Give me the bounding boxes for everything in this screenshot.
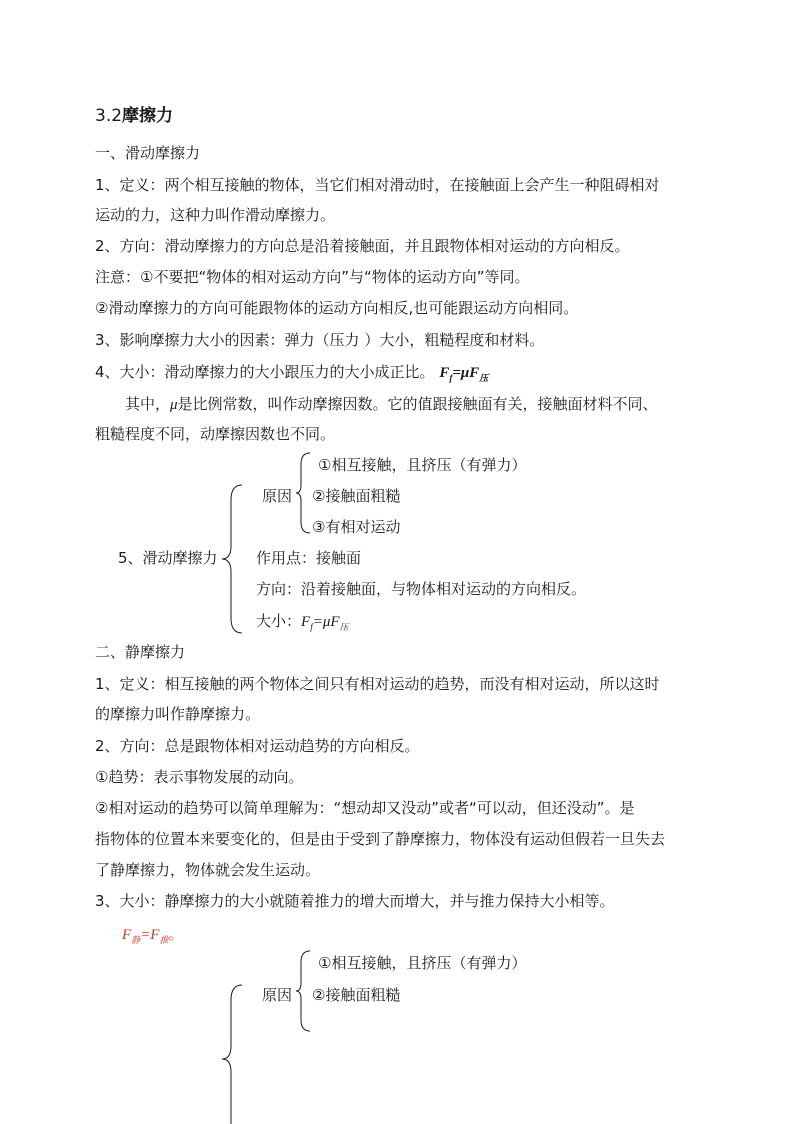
static-direction: 2、方向：总是跟物体相对运动趋势的方向相反。 [95,737,420,755]
cause-brace-1 [296,452,312,534]
cause2-item1: ①相互接触，且挤压（有弹力） [318,954,527,972]
section1-heading: 一、滑动摩擦力 [95,144,201,162]
mu-explanation-line1: 其中，μ是比例常数，叫作动摩擦因数。它的值跟接触面有关，接触面材料不同、 [125,395,658,413]
cause1-item1: ①相互接触，且挤压（有弹力） [318,456,527,474]
summary-brace-1 [222,484,244,634]
sliding-size [95,362,488,388]
section2-heading: 二、静摩擦力 [95,643,186,661]
mu-explanation-line2: 粗糙程度不同，动摩擦因数也不同。 [95,425,336,443]
sliding-formula: $F_f=\mu F_压$ [439,365,489,383]
relative-trend-line3: 了静摩擦力，物体就会发生运动。 [95,861,321,879]
relative-trend-line2: 指物体的位置本来要变化的，但是由于受到了静摩擦力，物体没有运动但假若一旦失去 [95,830,666,848]
sliding-direction: 2、方向：滑动摩擦力的方向总是沿着接触面，并且跟物体相对运动的方向相反。 [95,237,630,255]
friction-factors: 3、影响摩擦力大小的因素：弹力（压力 ）大小，粗糙程度和材料。 [95,331,545,349]
static-formula: $F_静=F_推$。 [122,925,184,945]
summary1-label: 5、滑动摩擦力 [118,549,218,567]
cause1-item3: ③有相对运动 [312,518,401,536]
static-definition-line2: 的摩擦力叫作静摩擦力。 [95,705,261,723]
summary-brace-2 [222,984,244,1124]
relative-trend-line1: ②相对运动的趋势可以简单理解为：“想动却又没动”或者“可以动，但还没动”。是 [95,799,635,817]
sliding-note2: ②滑动摩擦力的方向可能跟物体的运动方向相反,也可能跟运动方向相同。 [95,299,579,317]
title-text: 摩擦力 [122,106,174,126]
cause1-item2: ②接触面粗糙 [312,487,401,505]
cause-brace-2 [296,950,312,1032]
sliding-definition-line2: 运动的力，这种力叫作滑动摩擦力。 [95,206,336,224]
summary1-size: 大小：$F_f=\mu F_压$ [256,612,349,632]
sliding-note1: 注意：①不要把“物体的相对运动方向”与“物体的运动方向”等同。 [95,268,530,286]
cause1-label: 原因 [262,487,293,505]
summary1-formula: $F_f=\mu F_压$ [301,614,349,632]
page-title [95,106,173,126]
static-definition-line1: 1、定义：相互接触的两个物体之间只有相对运动的趋势，而没有相对运动，所以这时 [95,675,660,693]
title-number: 3.2 [95,106,123,126]
static-size: 3、大小：静摩擦力的大小就随着推力的增大而增大，并与推力保持大小相等。 [95,892,615,910]
trend-definition: ①趋势：表示事物发展的动向。 [95,768,304,786]
summary1-direction: 方向：沿着接触面，与物体相对运动的方向相反。 [256,580,587,598]
cause2-item2: ②接触面粗糙 [312,986,401,1004]
sliding-size-text: 4、大小：滑动摩擦力的大小跟压力的大小成正比。 [95,363,435,381]
summary1-point: 作用点：接触面 [256,549,362,567]
sliding-definition-line1: 1、定义：两个相互接触的物体，当它们相对滑动时，在接触面上会产生一种阻碍相对 [95,176,660,194]
cause2-label: 原因 [262,986,293,1004]
